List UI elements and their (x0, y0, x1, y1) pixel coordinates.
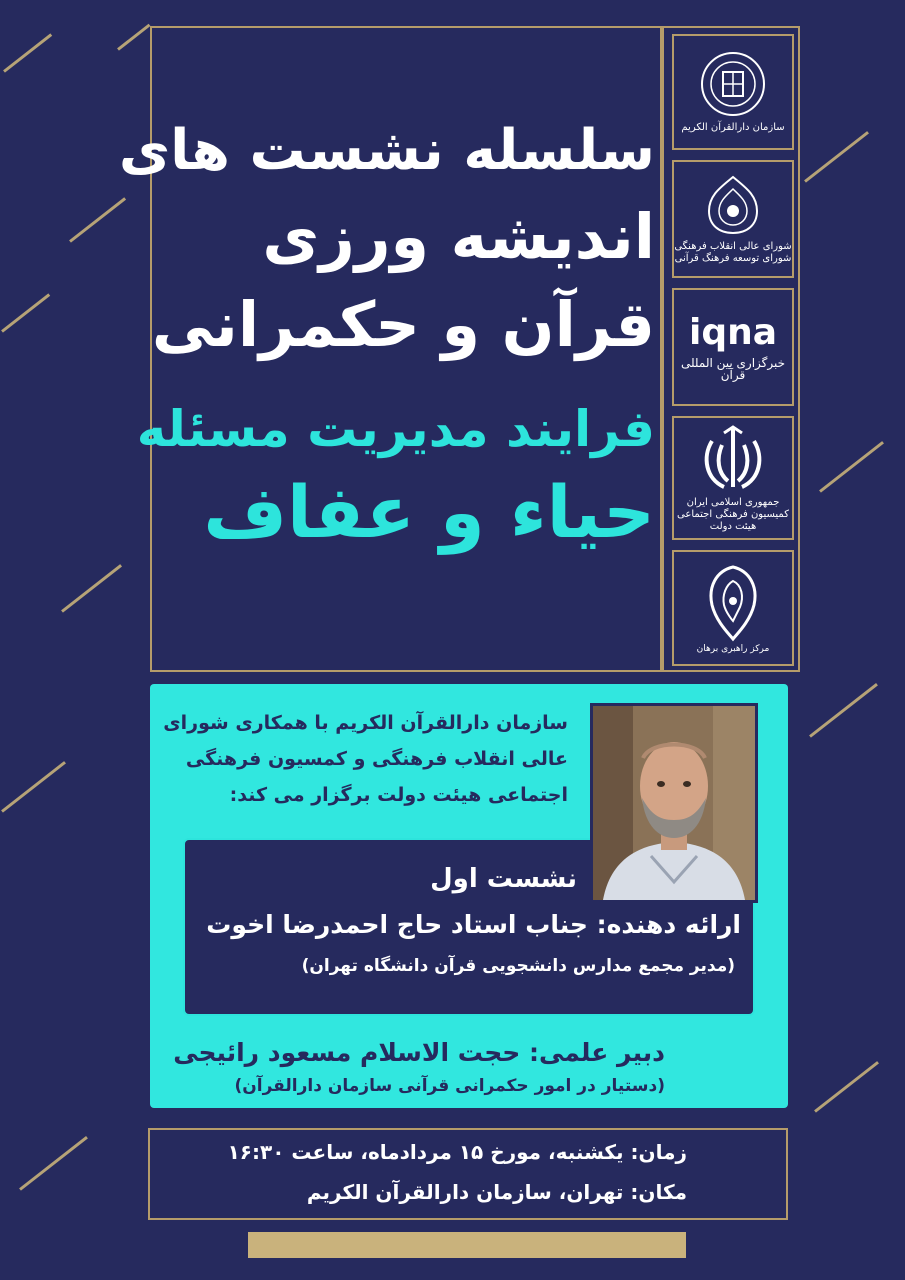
speaker-photo (590, 703, 758, 903)
borhan-logo-icon (698, 561, 768, 643)
logo-cultural-council (672, 160, 794, 278)
presenter-role: (مدیر مجمع مدارس دانشجویی قرآن دانشگاه تهران) (301, 956, 735, 976)
intro-line-3: اجتماعی هیئت دولت برگزار می کند: (229, 784, 568, 806)
decorative-line (819, 441, 884, 493)
logo-caption: شورای عالی انقلاب فرهنگی شورای توسعه فرهنگ قرآنی (674, 241, 792, 264)
speaker-portrait (593, 706, 755, 900)
logo-iran-emblem (672, 416, 794, 540)
logo-caption: سازمان دارالقرآن الکریم (681, 122, 785, 133)
decorative-line (19, 1136, 88, 1191)
iran-emblem-icon (698, 423, 768, 493)
quran-organization-seal-icon (699, 50, 767, 118)
decorative-line (1, 761, 66, 813)
logo-caption: مرکز راهبری برهان (696, 644, 770, 654)
decorative-line (61, 564, 122, 613)
logo-borhan (672, 550, 794, 666)
subtitle-line-2: حیاء و عفاف (203, 470, 655, 554)
decorative-line (814, 1061, 879, 1113)
event-place: مکان: تهران، سازمان دارالقرآن الکریم (306, 1180, 687, 1204)
title-line-2: اندیشه ورزی (262, 200, 655, 273)
logo-caption: جمهوری اسلامی ایران کمیسیون فرهنگی اجتماعی هیئت دولت (677, 497, 789, 532)
decorative-line (809, 683, 878, 738)
presenter-name: ارائه دهنده: جناب استاد حاج احمدرضا اخوت (206, 910, 741, 939)
title-line-1: سلسله نشست های (118, 118, 655, 183)
subtitle-line-1: فرایند مدیریت مسئله (136, 400, 655, 458)
decorative-line (1, 293, 50, 332)
title-line-3: قرآن و حکمرانی (151, 288, 655, 361)
secretary-role: (دستیار در امور حکمرانی قرآنی سازمان دارالقرآن) (234, 1076, 665, 1096)
decorative-line (3, 33, 52, 72)
cultural-council-emblem-icon (701, 173, 765, 237)
bottom-gold-bar (248, 1232, 686, 1258)
secretary-name: دبیر علمی: حجت الاسلام مسعود رائیجی (173, 1038, 665, 1067)
decorative-line (804, 131, 869, 183)
decorative-line (117, 24, 150, 51)
logo-caption: خبرگزاری بین المللی قرآن (680, 356, 786, 382)
intro-line-2: عالی انقلاب فرهنگی و کمسیون فرهنگی (185, 748, 568, 770)
logo-iqna (672, 288, 794, 406)
logo-quran-organization (672, 34, 794, 150)
iqna-logo-icon: iqna (688, 312, 778, 353)
session-heading: نشست اول (430, 864, 577, 894)
decorative-line (69, 197, 126, 242)
intro-line-1: سازمان دارالقرآن الکریم با همکاری شورای (163, 712, 568, 734)
event-time: زمان: یکشنبه، مورخ ۱۵ مردادماه، ساعت ۱۶:۳۰ (227, 1140, 687, 1164)
